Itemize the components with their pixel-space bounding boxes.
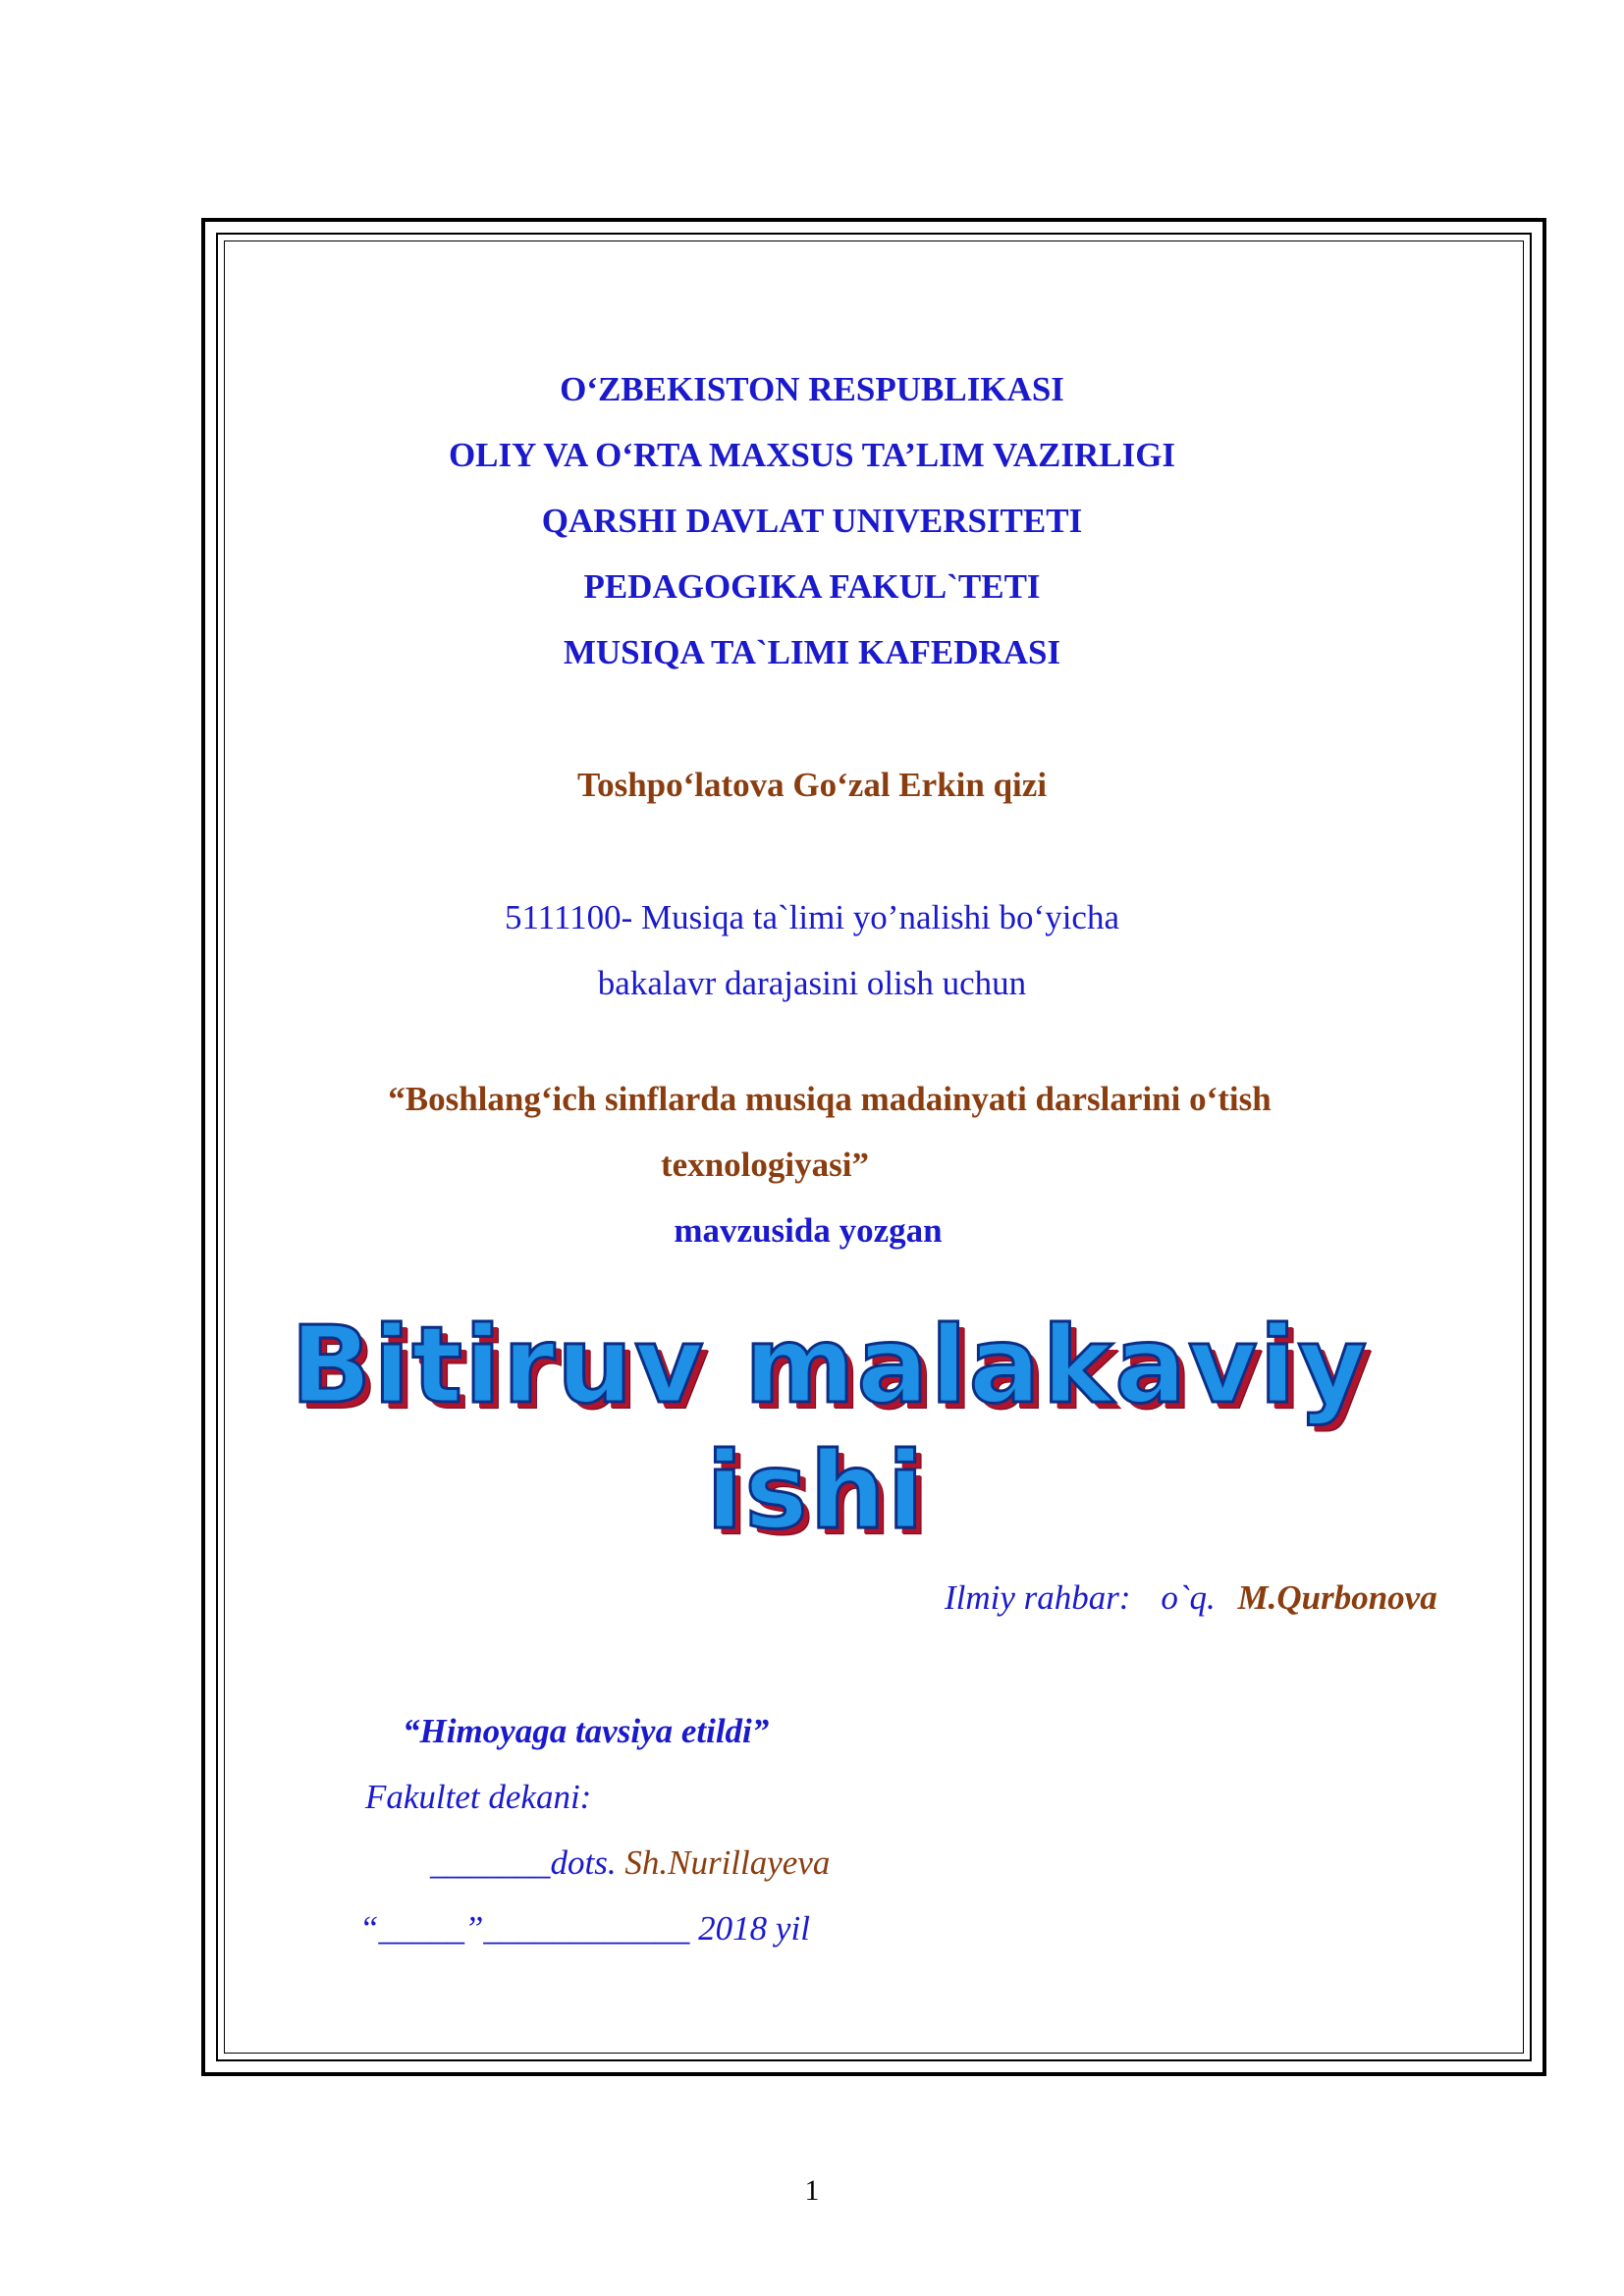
- topic-line-2: texnologiyasi”: [661, 1146, 869, 1184]
- work-title-wordart-line-1: Bitiruv malakaviy: [291, 1305, 1369, 1427]
- supervisor-name: M.Qurbonova: [1237, 1578, 1437, 1617]
- dean-title: dots.: [550, 1843, 617, 1882]
- page-number: 1: [804, 2174, 820, 2207]
- supervisor-line: [945, 1578, 1437, 1618]
- supervisor-rank: o`q.: [1161, 1578, 1216, 1617]
- ministry-heading: OLIY VA O‘RTA MAXSUS TA’LIM VAZIRLIGI: [448, 436, 1176, 474]
- university-heading: QARSHI DAVLAT UNIVERSITETI: [541, 502, 1083, 540]
- dean-label: Fakultet dekani:: [365, 1778, 592, 1816]
- topic-line-1: “Boshlang‘ich sinflarda musiqa madainyati darslarini o‘tish: [388, 1080, 1272, 1118]
- degree-line: bakalavr darajasini olish uchun: [597, 964, 1027, 1002]
- department-heading: MUSIQA TA`LIMI KAFEDRASI: [563, 633, 1061, 671]
- author-name: Toshpo‘latova Go‘zal Erkin qizi: [576, 766, 1048, 804]
- work-title-wordart-line-2: ishi: [706, 1430, 926, 1553]
- faculty-heading: PEDAGOGIKA FAKUL`TETI: [583, 567, 1041, 606]
- country-heading: O‘ZBEKISTON RESPUBLIKASI: [560, 370, 1064, 408]
- topic-caption: mavzusida yozgan: [674, 1211, 943, 1250]
- approval-heading: “Himoyaga tavsiya etildi”: [403, 1712, 770, 1750]
- signature-blank: _______: [430, 1843, 551, 1882]
- supervisor-label: Ilmiy rahbar:: [945, 1578, 1131, 1617]
- dean-name: Sh.Nurillayeva: [624, 1843, 831, 1882]
- dean-signature-line: [430, 1843, 830, 1883]
- date-line: “_____”____________ 2018 yil: [359, 1909, 810, 1948]
- program-line: 5111100- Musiqa ta`limi yo’nalishi bo‘yicha: [504, 898, 1119, 936]
